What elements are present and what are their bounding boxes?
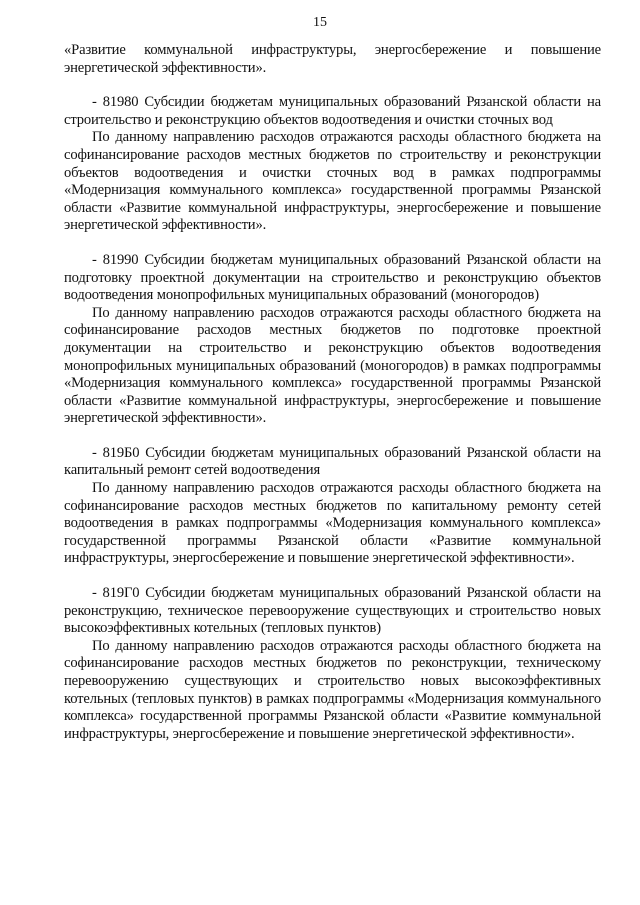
paragraph-819b0-description: По данному направлению расходов отражаются расходы областного бюджета на софинансирование расходов местных бюджетов по капитальному ремонту сетей водоотведения в рамках подпрограммы «Модернизация коммунального комплекса» государственной программы Рязанской области «Развитие коммунальной инфраструктуры, энергосбережение и повышение энергетической эффективности». — [64, 480, 601, 567]
section-heading-819g0: - 819Г0 Субсидии бюджетам муниципальных образований Рязанской области на реконструкцию, техническое перевооружение существующих и строительство новых высокоэффективных котельных (тепловых пунктов) — [64, 585, 601, 637]
paragraph-819g0-description: По данному направлению расходов отражаются расходы областного бюджета на софинансирование расходов местных бюджетов по реконструкции, техническому перевооружению существующих и строительство новых высокоэффективных котельных (тепловых пунктов) в рамках подпрограммы «Модернизация коммунального комплекса» государственной программы Рязанской области «Развитие коммунальной инфраструктуры, энергосбережение и повышение энергетической эффективности». — [64, 637, 601, 742]
page-number: 15 — [313, 15, 327, 30]
section-heading-81990: - 81990 Субсидии бюджетам муниципальных образований Рязанской области на подготовку проектной документации на строительство и реконструкцию объектов водоотведения монопрофильных муниципальных образований (моногородов) — [64, 251, 601, 304]
paragraph-program-title-continuation: «Развитие коммунальной инфраструктуры, энергосбережение и повышение энергетической эффективности». — [64, 42, 601, 76]
section-heading-81980: - 81980 Субсидии бюджетам муниципальных образований Рязанской области на строительство и реконструкцию объектов водоотведения и очистки сточных вод — [64, 94, 601, 128]
section-heading-819b0: - 819Б0 Субсидии бюджетам муниципальных образований Рязанской области на капитальный ремонт сетей водоотведения — [64, 444, 601, 479]
paragraph-81980-description: По данному направлению расходов отражаются расходы областного бюджета на софинансирование расходов местных бюджетов по строительству и реконструкции объектов водоотведения и очистки сточных вод в рамках подпрограммы «Модернизация коммунального комплекса» государственной программы Рязанской области «Развитие коммунальной инфраструктуры, энергосбережение и повышение энергетической эффективности». — [64, 129, 601, 234]
document-body — [64, 42, 601, 743]
paragraph-81990-description: По данному направлению расходов отражаются расходы областного бюджета на софинансирование расходов местных бюджетов по подготовке проектной документации на строительство и реконструкцию объектов водоотведения монопрофильных муниципальных образований (моногородов) в рамках подпрограммы «Модернизация коммунального комплекса» государственной программы Рязанской области «Развитие коммунальной инфраструктуры, энергосбережение и повышение энергетической эффективности». — [64, 304, 601, 427]
